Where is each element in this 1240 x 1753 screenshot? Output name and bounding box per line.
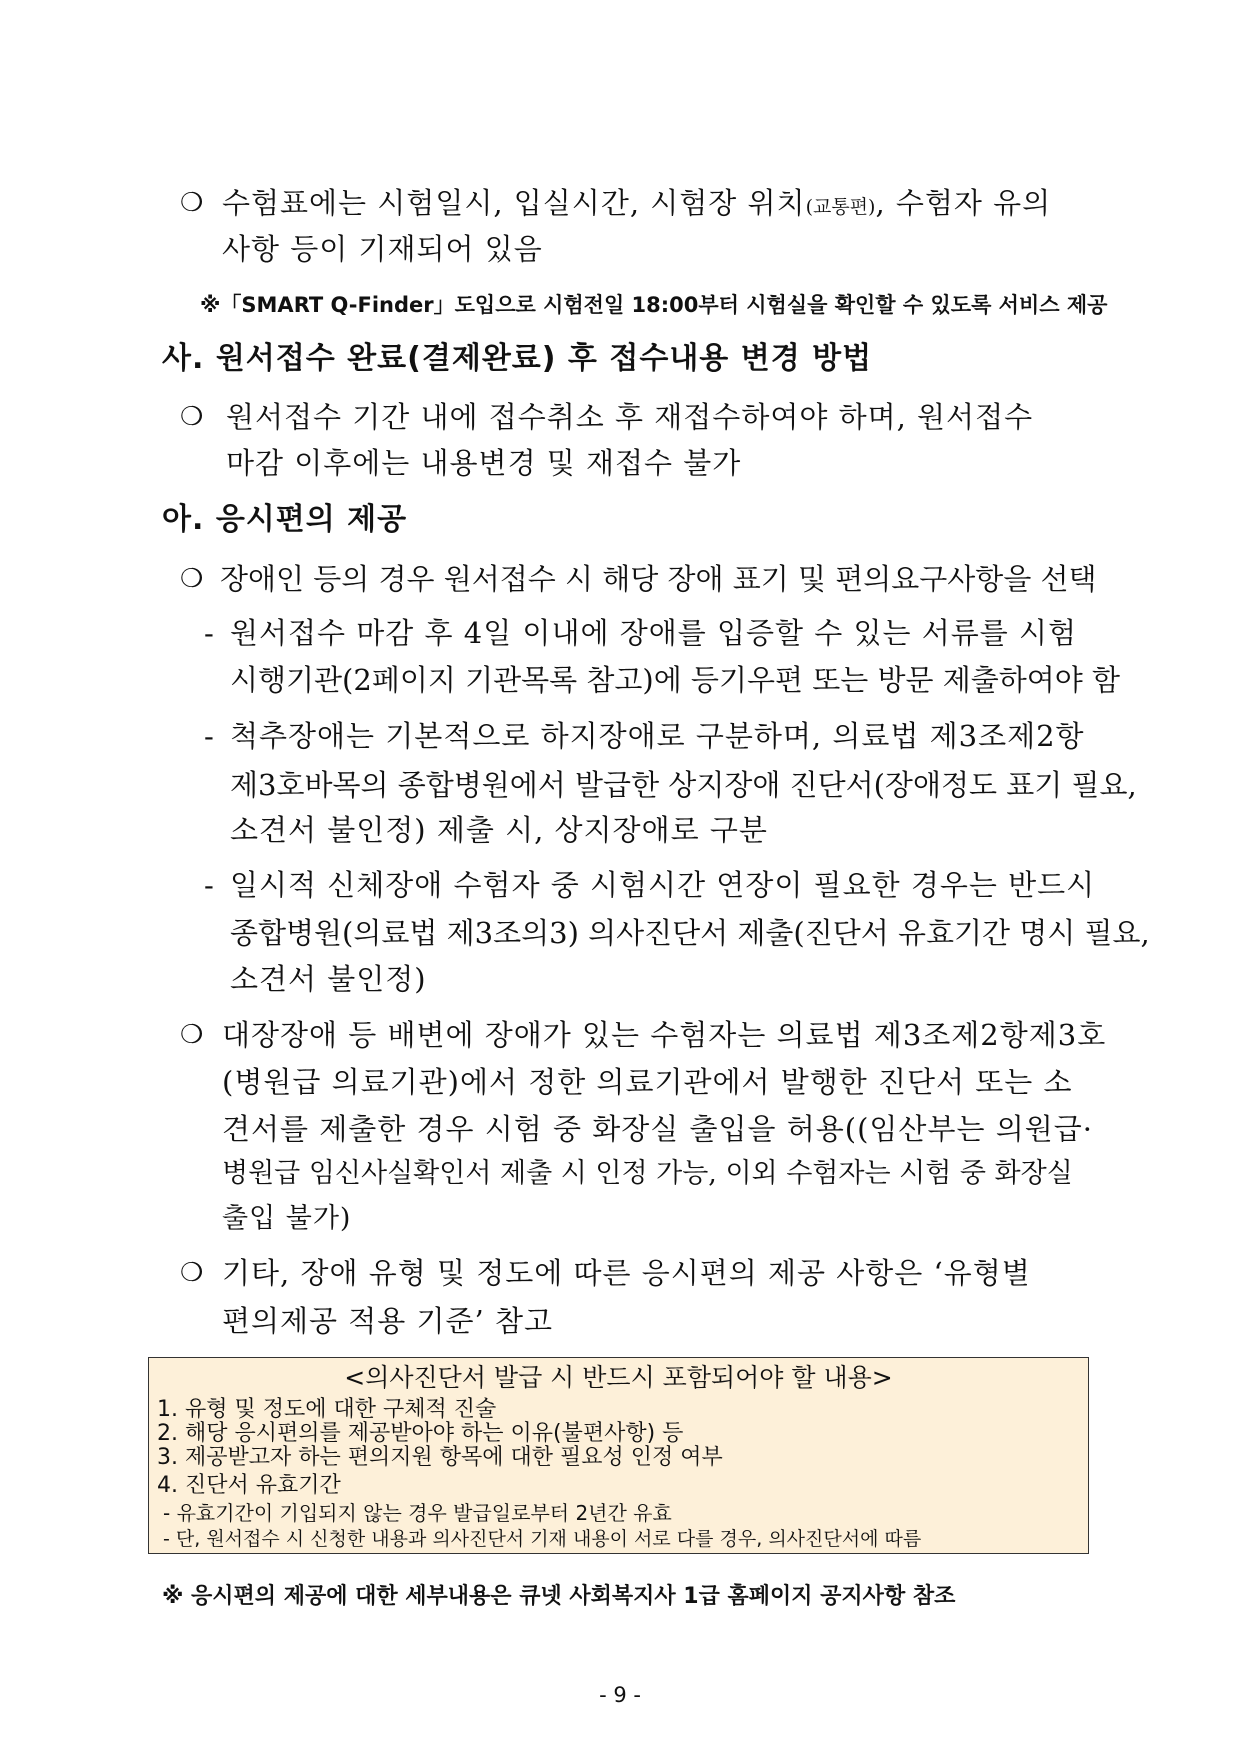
intro-note: ※「SMART Q-Finder」도입으로 시험전일 18:00부터 시험실을 확인할 수 있도록 서비스 제공 xyxy=(200,293,1108,317)
paragraph-line: 소견서 불인정) 제출 시, 상지장애로 구분 xyxy=(230,813,768,847)
section-heading-a: 아. 응시편의 제공 xyxy=(162,502,408,537)
text-small: (교통편) xyxy=(805,196,876,218)
paragraph-line: 견서를 제출한 경우 시험 중 화장실 출입을 허용((임산부는 의원급· xyxy=(222,1112,1093,1146)
paragraph-line: 소견서 불인정) xyxy=(230,962,427,996)
bullet-icon: ❍ xyxy=(180,564,204,594)
box-sub-item: - 유효기간이 기입되지 않는 경우 발급일로부터 2년간 유효 xyxy=(163,1501,672,1525)
dash-marker: - xyxy=(204,868,214,902)
paragraph-line: 대장장애 등 배변에 장애가 있는 수험자는 의료법 제3조제2항제3호 xyxy=(222,1018,1107,1052)
paragraph-line: 기타, 장애 유형 및 정도에 따른 응시편의 제공 사항은 ‘유형별 xyxy=(222,1256,1031,1290)
box-item: 3. 제공받고자 하는 편의지원 항목에 대한 필요성 인정 여부 xyxy=(157,1445,723,1470)
box-item: 4. 진단서 유효기간 xyxy=(157,1473,341,1498)
paragraph-line: 마감 이후에는 내용변경 및 재접수 불가 xyxy=(226,446,742,480)
bullet-icon: ❍ xyxy=(180,1020,204,1050)
paragraph-line: 시행기관(2페이지 기관목록 참고)에 등기우편 또는 방문 제출하여야 함 xyxy=(230,663,1120,697)
bullet-icon: ❍ xyxy=(180,402,204,432)
bullet-icon: ❍ xyxy=(180,188,204,218)
bullet-icon: ❍ xyxy=(180,1258,204,1288)
dash-marker: - xyxy=(204,719,214,753)
paragraph-line: 척추장애는 기본적으로 하지장애로 구분하며, 의료법 제3조제2항 xyxy=(230,719,1085,753)
section-heading-sa: 사. 원서접수 완료(결제완료) 후 접수내용 변경 방법 xyxy=(162,341,873,376)
paragraph-line: 종합병원(의료법 제3조의3) 의사진단서 제출(진단서 유효기간 명시 필요, xyxy=(230,916,1150,950)
paragraph-line: 편의제공 적용 기준’ 참고 xyxy=(222,1304,554,1338)
box-sub-item: - 단, 원서접수 시 신청한 내용과 의사진단서 기재 내용이 서로 다를 경우, 의사진단서에 따름 xyxy=(163,1528,922,1550)
paragraph-line: 원서접수 기간 내에 접수취소 후 재접수하여야 하며, 원서접수 xyxy=(226,400,1034,434)
paragraph-line: 장애인 등의 경우 원서접수 시 해당 장애 표기 및 편의요구사항을 선택 xyxy=(220,562,1097,596)
page-number: - 9 - xyxy=(599,1683,641,1707)
paragraph-line: (병원급 의료기관)에서 정한 의료기관에서 발행한 진단서 또는 소 xyxy=(222,1065,1073,1099)
box-item: 2. 해당 응시편의를 제공받아야 하는 이유(불편사항) 등 xyxy=(157,1421,684,1446)
text: , 수험자 유의 xyxy=(875,186,1052,220)
diagnosis-requirements-box xyxy=(148,1357,1089,1554)
paragraph-line: 출입 불가) xyxy=(222,1203,352,1234)
paragraph-line xyxy=(222,184,1051,226)
paragraph-line: 제3호바목의 종합병원에서 발급한 상지장애 진단서(장애정도 표기 필요, xyxy=(230,768,1137,802)
paragraph-line: 일시적 신체장애 수험자 중 시험시간 연장이 필요한 경우는 반드시 xyxy=(230,868,1096,902)
footer-note: ※ 응시편의 제공에 대한 세부내용은 큐넷 사회복지사 1급 홈페이지 공지사항 참조 xyxy=(162,1584,956,1609)
text: 수험표에는 시험일시, 입실시간, 시험장 위치 xyxy=(222,186,806,220)
paragraph-line: 원서접수 마감 후 4일 이내에 장애를 입증할 수 있는 서류를 시험 xyxy=(230,616,1077,650)
paragraph-line: 사항 등이 기재되어 있음 xyxy=(222,232,543,266)
dash-marker: - xyxy=(204,616,214,650)
paragraph-line: 병원급 임신사실확인서 제출 시 인정 가능, 이외 수험자는 시험 중 화장실 xyxy=(222,1158,1073,1189)
box-item: 1. 유형 및 정도에 대한 구체적 진술 xyxy=(157,1397,497,1422)
box-title: <의사진단서 발급 시 반드시 포함되어야 할 내용> xyxy=(344,1363,893,1392)
